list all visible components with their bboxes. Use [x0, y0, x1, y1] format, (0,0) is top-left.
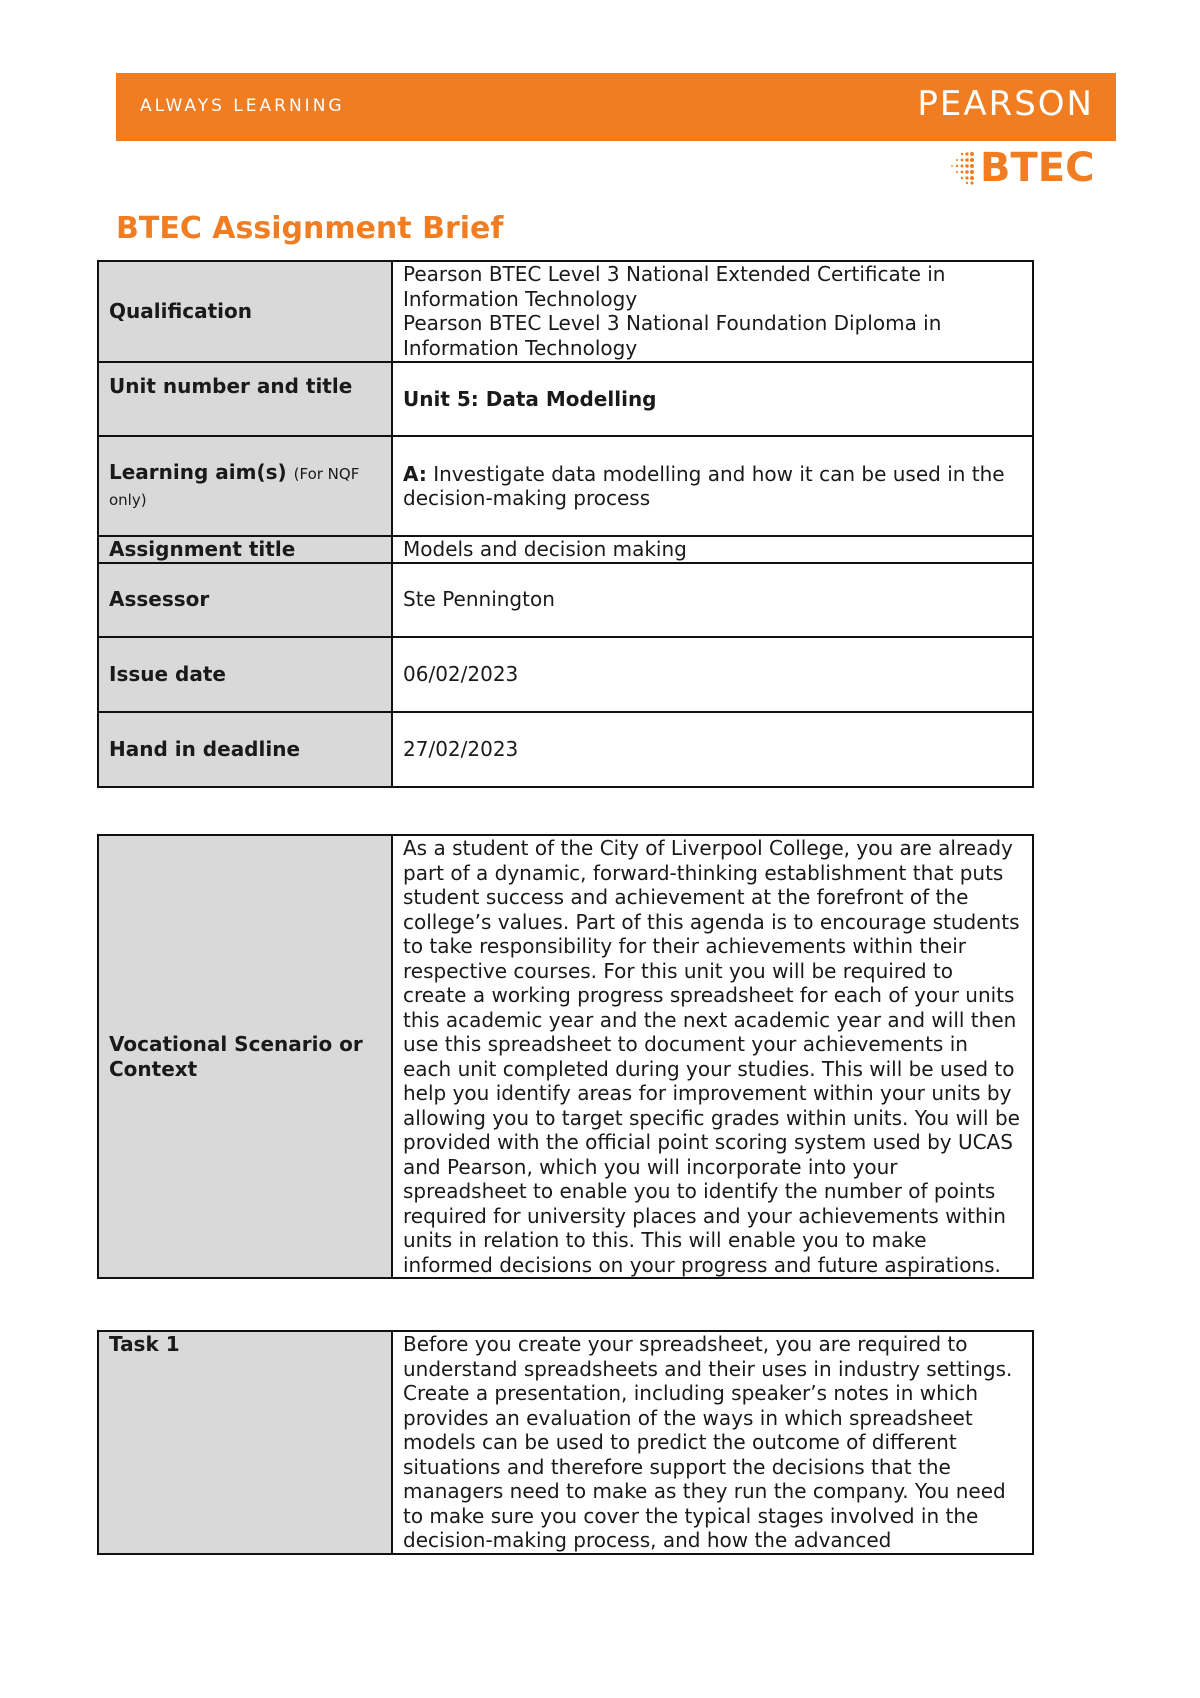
- unit-label: Unit number and title: [98, 362, 392, 436]
- scenario-table: [97, 834, 1034, 1279]
- learning-aim-label: Learning aim(s): [109, 459, 287, 484]
- details-table: [97, 260, 1034, 788]
- assessor-label: Assessor: [98, 563, 392, 637]
- task-1-text: [392, 1331, 1033, 1554]
- scenario-label: Vocational Scenario or Context: [98, 835, 392, 1278]
- btec-dots-icon: [946, 150, 976, 186]
- learning-aim-value: Investigate data modelling and how it can be used in the decision-making process: [403, 461, 1005, 510]
- table-row: [98, 563, 1033, 637]
- learning-aim-prefix: A:: [403, 461, 427, 486]
- table-row: [98, 637, 1033, 712]
- assignment-title-value: Models and decision making: [392, 536, 1033, 563]
- qualification-line-1: Pearson BTEC Level 3 National Extended Certificate in Information Technology: [403, 262, 946, 311]
- qualification-line-2: Pearson BTEC Level 3 National Foundation Diploma in Information Technology: [403, 311, 942, 360]
- page-title: BTEC Assignment Brief: [116, 211, 504, 246]
- deadline-value: 27/02/2023: [392, 712, 1033, 787]
- brand-logo: PEARSON: [917, 84, 1094, 124]
- btec-logo: [946, 146, 1094, 190]
- task-1-label: Task 1: [98, 1331, 392, 1554]
- task-1-paragraph-2: Create a presentation, including speaker’s notes in which provides an evaluation of the ways in which spreadsheet models can be used to predict the outcome of different situations and therefore support the decisions that the managers need to make as they run the company. You need to make sure you cover the typical stages involved in the decision-making process, and how the advanced: [403, 1381, 1006, 1552]
- scenario-text: As a student of the City of Liverpool College, you are already part of a dynamic, forward-thinking establishment that puts student success and achievement at the forefront of the college’s values. Part of this agenda is to encourage students to take responsibility for their achievements within their respective courses. For this unit you will be required to create a working progress spreadsheet for each of your units this academic year and the next academic year and will then use this spreadsheet to document your achievements in each unit completed during your studies. This will be used to help you identify areas for improvement within your units by allowing you to target specific grades within units. You will be provided with the official point scoring system used by UCAS and Pearson, which you will incorporate into your spreadsheet to enable you to identify the number of points required for university places and your achievements within units in relation to this. This will enable you to make informed decisions on your progress and future aspirations.: [392, 835, 1033, 1278]
- table-row: [98, 536, 1033, 563]
- learning-aim-value-cell: [392, 436, 1033, 536]
- issue-date-value: 06/02/2023: [392, 637, 1033, 712]
- table-row: [98, 835, 1033, 1278]
- header-banner: [116, 73, 1116, 141]
- unit-value: Unit 5: Data Modelling: [392, 362, 1033, 436]
- qualification-value: [392, 261, 1033, 362]
- table-row: [98, 1331, 1033, 1554]
- learning-aim-label-cell: [98, 436, 392, 536]
- task-table: [97, 1330, 1034, 1555]
- table-row: [98, 261, 1033, 362]
- btec-wordmark: BTEC: [980, 145, 1095, 191]
- tagline: ALWAYS LEARNING: [140, 96, 345, 116]
- learning-aim-note: (For NQF only): [109, 464, 360, 509]
- issue-date-label: Issue date: [98, 637, 392, 712]
- assignment-title-label: Assignment title: [98, 536, 392, 563]
- table-row: [98, 362, 1033, 436]
- table-row: [98, 712, 1033, 787]
- deadline-label: Hand in deadline: [98, 712, 392, 787]
- task-1-paragraph-1: Before you create your spreadsheet, you are required to understand spreadsheets and their uses in industry settings.: [403, 1332, 1013, 1381]
- assessor-value: Ste Pennington: [392, 563, 1033, 637]
- table-row: [98, 436, 1033, 536]
- qualification-label: Qualification: [98, 261, 392, 362]
